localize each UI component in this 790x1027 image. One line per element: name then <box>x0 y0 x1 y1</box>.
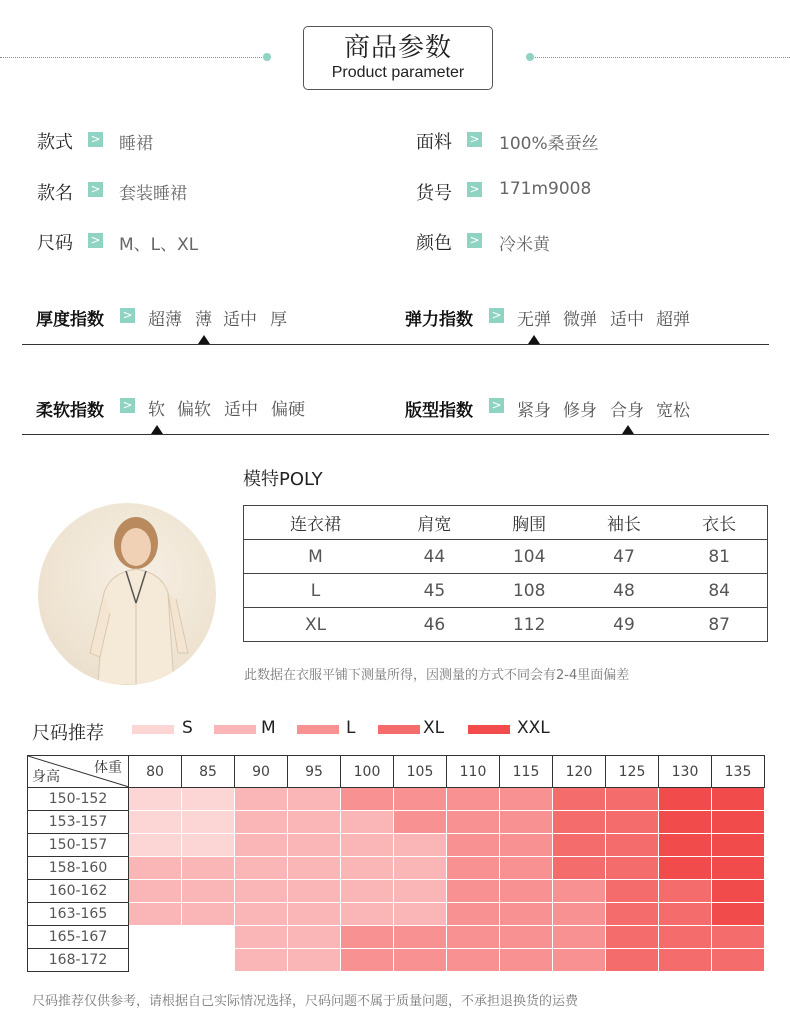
grid-cell <box>447 880 500 903</box>
grid-cell <box>659 788 712 811</box>
grid-cell <box>712 949 765 972</box>
legend-swatch <box>132 725 174 734</box>
model-size-table <box>243 505 768 642</box>
grid-height-header: 160-162 <box>28 880 129 903</box>
param-value: 睡裙 <box>119 134 153 154</box>
index-option: 适中 <box>610 310 644 330</box>
table-cell: 47 <box>577 540 672 574</box>
grid-weight-header: 105 <box>394 756 447 788</box>
corner-weight-label: 体重 <box>94 760 122 776</box>
grid-cell <box>394 857 447 880</box>
table-cell: 112 <box>482 608 577 642</box>
param-label: 面料 <box>416 132 452 153</box>
grid-cell <box>394 834 447 857</box>
grid-row <box>28 880 765 903</box>
table-cell: 84 <box>671 574 767 608</box>
grid-height-header: 150-157 <box>28 834 129 857</box>
grid-weight-header: 120 <box>553 756 606 788</box>
grid-height-header: 158-160 <box>28 857 129 880</box>
grid-cell <box>553 949 606 972</box>
grid-cell <box>235 949 288 972</box>
grid-cell <box>235 857 288 880</box>
arrow-icon: > <box>120 398 135 413</box>
index-option: 超薄 <box>148 310 182 330</box>
grid-cell <box>394 903 447 926</box>
param-value: 套装睡裙 <box>119 184 187 204</box>
grid-cell <box>659 834 712 857</box>
table-cell: 108 <box>482 574 577 608</box>
param-value: 冷米黄 <box>499 235 550 255</box>
grid-cell <box>500 949 553 972</box>
grid-cell <box>500 811 553 834</box>
grid-cell <box>288 788 341 811</box>
index-label: 版型指数 <box>405 401 473 421</box>
grid-cell <box>341 811 394 834</box>
grid-cell <box>235 811 288 834</box>
grid-cell <box>235 788 288 811</box>
grid-cell <box>500 857 553 880</box>
param-label: 货号 <box>416 183 452 204</box>
grid-cell <box>182 788 235 811</box>
grid-cell <box>182 834 235 857</box>
grid-cell <box>500 880 553 903</box>
grid-cell <box>129 834 182 857</box>
grid-cell <box>447 926 500 949</box>
index-option: 紧身 <box>517 401 551 421</box>
grid-row <box>28 857 765 880</box>
index-option: 适中 <box>223 310 257 330</box>
grid-cell <box>606 857 659 880</box>
grid-cell <box>500 788 553 811</box>
index-option: 适中 <box>224 400 258 420</box>
grid-corner-cell <box>28 756 129 788</box>
arrow-icon: > <box>120 308 135 323</box>
index-divider <box>22 434 769 435</box>
grid-cell <box>288 949 341 972</box>
index-option: 无弹 <box>517 310 551 330</box>
arrow-icon: > <box>467 132 482 147</box>
grid-cell <box>341 926 394 949</box>
grid-cell <box>553 834 606 857</box>
grid-cell <box>659 903 712 926</box>
grid-weight-header: 115 <box>500 756 553 788</box>
table-cell: 87 <box>671 608 767 642</box>
index-marker-icon <box>151 425 163 434</box>
table-cell: 45 <box>387 574 482 608</box>
grid-cell <box>659 811 712 834</box>
arrow-icon: > <box>489 398 504 413</box>
grid-cell <box>500 926 553 949</box>
grid-cell <box>288 857 341 880</box>
grid-cell <box>288 926 341 949</box>
grid-cell <box>712 926 765 949</box>
grid-cell <box>129 903 182 926</box>
grid-cell <box>341 903 394 926</box>
grid-weight-header: 85 <box>182 756 235 788</box>
grid-cell <box>553 880 606 903</box>
table-row <box>244 574 768 608</box>
grid-cell <box>447 788 500 811</box>
index-option: 超弹 <box>656 310 690 330</box>
table-cell: 46 <box>387 608 482 642</box>
grid-cell <box>659 926 712 949</box>
grid-cell <box>712 788 765 811</box>
arrow-icon: > <box>88 132 103 147</box>
grid-cell <box>129 811 182 834</box>
header-dot-left <box>263 53 271 61</box>
index-option: 软 <box>148 400 165 420</box>
table-cell: XL <box>244 608 388 642</box>
grid-cell <box>712 880 765 903</box>
grid-cell <box>447 903 500 926</box>
grid-cell <box>712 903 765 926</box>
grid-cell <box>288 903 341 926</box>
grid-height-header: 153-157 <box>28 811 129 834</box>
grid-cell <box>129 926 182 949</box>
corner-height-label: 身高 <box>32 769 60 785</box>
grid-cell <box>659 949 712 972</box>
index-option: 微弹 <box>563 310 597 330</box>
legend-label: XL <box>423 718 445 738</box>
grid-cell <box>394 880 447 903</box>
grid-cell <box>129 949 182 972</box>
grid-cell <box>606 880 659 903</box>
grid-header-row <box>28 756 765 788</box>
grid-weight-header: 100 <box>341 756 394 788</box>
param-value: M、L、XL <box>119 235 199 255</box>
grid-cell <box>235 926 288 949</box>
model-photo <box>38 503 216 685</box>
grid-weight-header: 125 <box>606 756 659 788</box>
grid-row <box>28 834 765 857</box>
table-cell: 44 <box>387 540 482 574</box>
param-label: 款名 <box>37 183 73 204</box>
arrow-icon: > <box>467 182 482 197</box>
section-title-cn: 商品参数 <box>343 33 452 63</box>
grid-cell <box>182 926 235 949</box>
grid-row <box>28 903 765 926</box>
grid-cell <box>341 880 394 903</box>
grid-cell <box>606 811 659 834</box>
table-cell: 49 <box>577 608 672 642</box>
table-header-cell: 袖长 <box>577 506 672 540</box>
grid-cell <box>447 834 500 857</box>
legend-swatch <box>214 725 256 734</box>
param-value: 100%桑蚕丝 <box>499 134 599 154</box>
grid-weight-header: 130 <box>659 756 712 788</box>
grid-cell <box>553 926 606 949</box>
grid-cell <box>394 949 447 972</box>
grid-cell <box>712 834 765 857</box>
index-label: 弹力指数 <box>405 310 473 330</box>
grid-weight-header: 90 <box>235 756 288 788</box>
grid-row <box>28 926 765 949</box>
grid-row <box>28 949 765 972</box>
grid-cell <box>182 811 235 834</box>
recommend-title: 尺码推荐 <box>32 723 104 744</box>
grid-cell <box>606 949 659 972</box>
grid-height-header: 168-172 <box>28 949 129 972</box>
grid-cell <box>129 788 182 811</box>
grid-weight-header: 80 <box>129 756 182 788</box>
header-dot-right <box>526 53 534 61</box>
grid-cell <box>553 857 606 880</box>
table-header-cell: 连衣裙 <box>244 506 388 540</box>
grid-cell <box>500 903 553 926</box>
param-label: 颜色 <box>416 233 452 254</box>
grid-cell <box>394 788 447 811</box>
index-marker-icon <box>622 425 634 434</box>
table-row <box>244 608 768 642</box>
legend-swatch <box>297 725 339 734</box>
arrow-icon: > <box>88 233 103 248</box>
grid-cell <box>606 788 659 811</box>
grid-cell <box>606 926 659 949</box>
grid-cell <box>606 834 659 857</box>
table-header-cell: 肩宽 <box>387 506 482 540</box>
legend-label: L <box>346 718 356 738</box>
grid-cell <box>182 903 235 926</box>
legend-label: XXL <box>517 718 550 738</box>
grid-height-header: 163-165 <box>28 903 129 926</box>
legend-label: S <box>182 718 193 738</box>
grid-cell <box>553 811 606 834</box>
index-marker-icon <box>198 335 210 344</box>
legend-swatch <box>468 725 510 734</box>
index-option: 宽松 <box>656 401 690 421</box>
table-cell: M <box>244 540 388 574</box>
grid-cell <box>182 857 235 880</box>
grid-cell <box>182 880 235 903</box>
table-header-cell: 胸围 <box>482 506 577 540</box>
grid-cell <box>129 857 182 880</box>
grid-cell <box>447 857 500 880</box>
table-cell: 81 <box>671 540 767 574</box>
grid-cell <box>235 903 288 926</box>
grid-cell <box>235 880 288 903</box>
header-dotline-right <box>530 57 790 58</box>
model-title: 模特POLY <box>243 469 323 490</box>
grid-cell <box>553 903 606 926</box>
grid-cell <box>182 949 235 972</box>
grid-weight-header: 135 <box>712 756 765 788</box>
size-table-note: 此数据在衣服平铺下测量所得，因测量的方式不同会有2-4里面偏差 <box>244 668 630 683</box>
grid-cell <box>500 834 553 857</box>
index-divider <box>22 344 769 345</box>
grid-cell <box>129 880 182 903</box>
grid-cell <box>659 880 712 903</box>
index-option: 偏软 <box>177 400 211 420</box>
grid-cell <box>447 811 500 834</box>
index-option: 合身 <box>610 401 644 421</box>
table-cell: 104 <box>482 540 577 574</box>
grid-cell <box>235 834 288 857</box>
grid-cell <box>288 834 341 857</box>
grid-cell <box>394 926 447 949</box>
grid-cell <box>341 857 394 880</box>
grid-row <box>28 788 765 811</box>
grid-cell <box>341 834 394 857</box>
grid-weight-header: 95 <box>288 756 341 788</box>
param-value: 171m9008 <box>499 179 592 199</box>
table-row <box>244 540 768 574</box>
grid-cell <box>553 788 606 811</box>
index-label: 厚度指数 <box>36 310 104 330</box>
grid-weight-header: 110 <box>447 756 500 788</box>
grid-cell <box>606 903 659 926</box>
grid-cell <box>712 811 765 834</box>
size-recommend-grid <box>27 755 765 972</box>
grid-height-header: 150-152 <box>28 788 129 811</box>
index-option: 厚 <box>270 310 287 330</box>
section-title-box <box>303 26 493 90</box>
arrow-icon: > <box>88 182 103 197</box>
grid-cell <box>447 949 500 972</box>
grid-cell <box>659 857 712 880</box>
index-option: 薄 <box>195 310 212 330</box>
grid-cell <box>288 880 341 903</box>
index-label: 柔软指数 <box>36 401 104 421</box>
grid-cell <box>341 949 394 972</box>
table-header-row <box>244 506 768 540</box>
header-dotline-left <box>0 57 266 58</box>
legend-swatch <box>378 725 420 734</box>
grid-cell <box>394 811 447 834</box>
grid-cell <box>712 857 765 880</box>
index-marker-icon <box>528 335 540 344</box>
index-option: 修身 <box>563 401 597 421</box>
grid-row <box>28 811 765 834</box>
table-header-cell: 衣长 <box>671 506 767 540</box>
grid-height-header: 165-167 <box>28 926 129 949</box>
arrow-icon: > <box>489 308 504 323</box>
arrow-icon: > <box>467 233 482 248</box>
index-option: 偏硬 <box>271 400 305 420</box>
table-cell: L <box>244 574 388 608</box>
recommend-note: 尺码推荐仅供参考，请根据自己实际情况选择，尺码问题不属于质量问题，不承担退换货的运费 <box>32 994 579 1009</box>
legend-label: M <box>261 718 276 738</box>
param-label: 款式 <box>37 132 73 153</box>
grid-cell <box>288 811 341 834</box>
section-title-en: Product parameter <box>331 64 465 81</box>
grid-cell <box>341 788 394 811</box>
table-cell: 48 <box>577 574 672 608</box>
param-label: 尺码 <box>37 233 73 254</box>
